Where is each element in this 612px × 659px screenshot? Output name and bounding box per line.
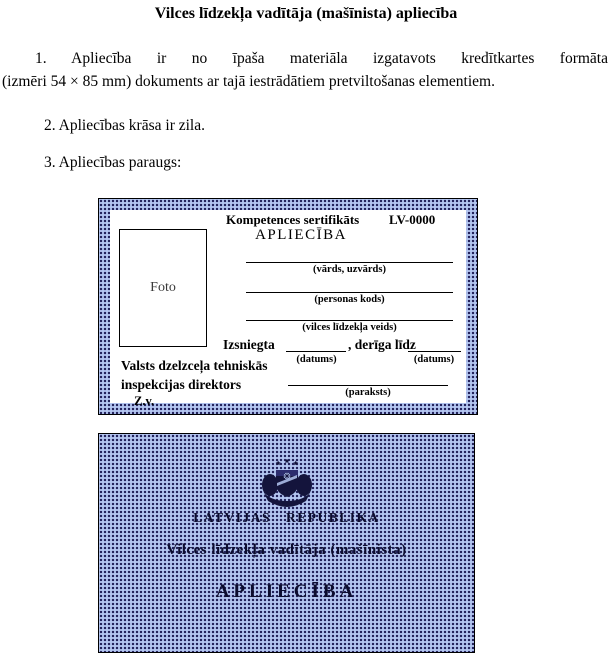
- personal-code-field-label: (personas kods): [314, 294, 385, 305]
- paragraph-1-line-2: (izmēri 54 × 85 mm) dokuments ar tajā iestrādātiem pretviltošanas elementiem.: [2, 73, 495, 90]
- signature-line: [288, 385, 448, 386]
- certificate-back-card: [98, 433, 475, 653]
- director-title: [121, 356, 281, 394]
- valid-until-label: , derīga līdz: [348, 337, 416, 352]
- country-name: LATVIJAS REPUBLIKA: [193, 510, 380, 525]
- certificate-number: LV-0000: [389, 212, 436, 227]
- paragraph-3: 3. Apliecības paraugs:: [44, 154, 182, 171]
- photo-placeholder: [119, 229, 207, 347]
- paragraph-1-line-1: 1. Apliecība ir no īpaša materiāla izgatavots kredītkartes formāta: [35, 50, 608, 67]
- seal-abbreviation: Z.v.: [134, 394, 155, 408]
- name-field-line: [246, 262, 453, 263]
- paragraph-1: [2, 47, 608, 93]
- director-title-line-2: inspekcijas direktors: [121, 377, 242, 392]
- back-card-title-line: Vilces līdzekļa vadītāja (mašīnista): [166, 542, 407, 558]
- signature-label: (paraksts): [345, 387, 391, 398]
- name-field: [246, 262, 453, 275]
- photo-label: Foto: [150, 280, 176, 295]
- issued-date-caption: (datums): [296, 354, 337, 365]
- certificate-front-card: [98, 198, 478, 415]
- vehicle-type-field-line: [246, 320, 453, 321]
- issued-label: Izsniegta: [223, 337, 275, 352]
- signature-field: [288, 385, 448, 398]
- director-title-line-1: Valsts dzelzceļa tehniskās: [121, 358, 268, 373]
- issued-date-blank: [286, 337, 346, 352]
- back-card-heading: APLIECĪBA: [215, 581, 358, 602]
- valid-until-date-blank: [408, 337, 461, 352]
- vehicle-type-field: [246, 320, 453, 333]
- name-field-label: (vārds, uzvārds): [313, 264, 386, 275]
- personal-code-field: [246, 292, 453, 305]
- valid-until-date-caption: (datums): [413, 354, 455, 365]
- competence-certificate-label: Kompetences sertifikāts: [226, 212, 360, 227]
- certificate-heading: APLIECĪBA: [255, 227, 347, 243]
- vehicle-type-field-label: (vilces līdzekļa veids): [302, 322, 397, 333]
- paragraph-2: 2. Apliecības krāsa ir zila.: [44, 117, 205, 134]
- document-title: Vilces līdzekļa vadītāja (mašīnista) apliecība: [154, 5, 458, 22]
- personal-code-field-line: [246, 292, 453, 293]
- latvia-coat-of-arms-icon: [260, 459, 314, 507]
